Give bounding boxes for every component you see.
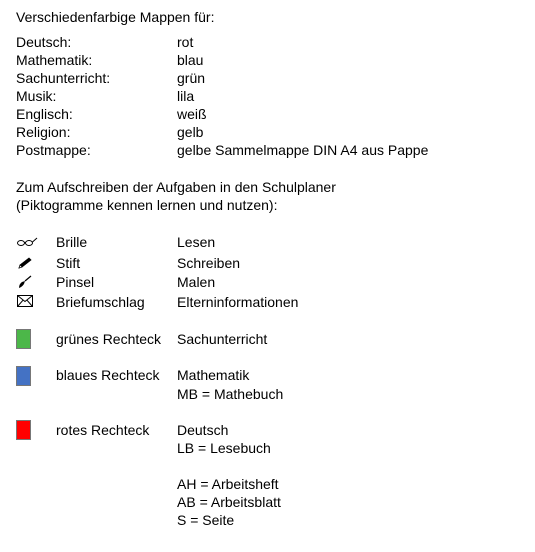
- brush-icon: [17, 275, 33, 289]
- folder-subject: Postmappe:: [16, 142, 91, 158]
- rectangle-name: blaues Rechteck: [56, 367, 160, 383]
- rectangle-name: rotes Rechteck: [56, 422, 150, 438]
- rectangle-meaning: Sachunterricht: [177, 331, 268, 347]
- folder-subject: Deutsch:: [16, 34, 72, 50]
- pictogram-meaning: Elterninformationen: [177, 294, 299, 310]
- pictogram-meaning: Schreiben: [177, 255, 241, 271]
- pictogram-meaning: Lesen: [177, 234, 216, 250]
- pictogram-name: Stift: [56, 255, 81, 271]
- rectangle-meaning: MB = Mathebuch: [177, 386, 284, 402]
- red-rectangle-swatch: [16, 420, 31, 440]
- pictogram-name: Briefumschlag: [56, 294, 145, 310]
- rectangle-name: grünes Rechteck: [56, 331, 162, 347]
- folder-subject: Mathematik:: [16, 52, 93, 68]
- folder-color: grün: [177, 70, 206, 86]
- planner-heading-line1: Zum Aufschreiben der Aufgaben in den Schulplaner: [16, 179, 336, 195]
- folder-color: blau: [177, 52, 204, 68]
- rectangle-meaning: Deutsch: [177, 422, 229, 438]
- green-rectangle-swatch: [16, 329, 31, 349]
- pencil-icon: [17, 256, 33, 270]
- abbreviation: S = Seite: [177, 512, 235, 528]
- folder-subject: Sachunterricht:: [16, 70, 111, 86]
- folder-subject: Musik:: [16, 88, 57, 104]
- glasses-icon: [16, 236, 38, 248]
- blue-rectangle-swatch: [16, 366, 31, 386]
- folder-color: weiß: [177, 106, 207, 122]
- rectangle-meaning: LB = Lesebuch: [177, 440, 271, 456]
- envelope-icon: [17, 295, 33, 307]
- pictogram-name: Brille: [56, 234, 88, 250]
- folder-subject: Englisch:: [16, 106, 73, 122]
- pictogram-name: Pinsel: [56, 274, 95, 290]
- folders-heading: Verschiedenfarbige Mappen für:: [16, 9, 215, 25]
- folder-color: lila: [177, 88, 195, 104]
- folder-subject: Religion:: [16, 124, 71, 140]
- folder-color: gelbe Sammelmappe DIN A4 aus Pappe: [177, 142, 429, 158]
- abbreviation: AB = Arbeitsblatt: [177, 494, 281, 510]
- folder-color: rot: [177, 34, 194, 50]
- planner-heading-line2: (Piktogramme kennen lernen und nutzen):: [16, 197, 278, 213]
- pictogram-meaning: Malen: [177, 274, 216, 290]
- abbreviation: AH = Arbeitsheft: [177, 476, 279, 492]
- folder-color: gelb: [177, 124, 204, 140]
- rectangle-meaning: Mathematik: [177, 367, 250, 383]
